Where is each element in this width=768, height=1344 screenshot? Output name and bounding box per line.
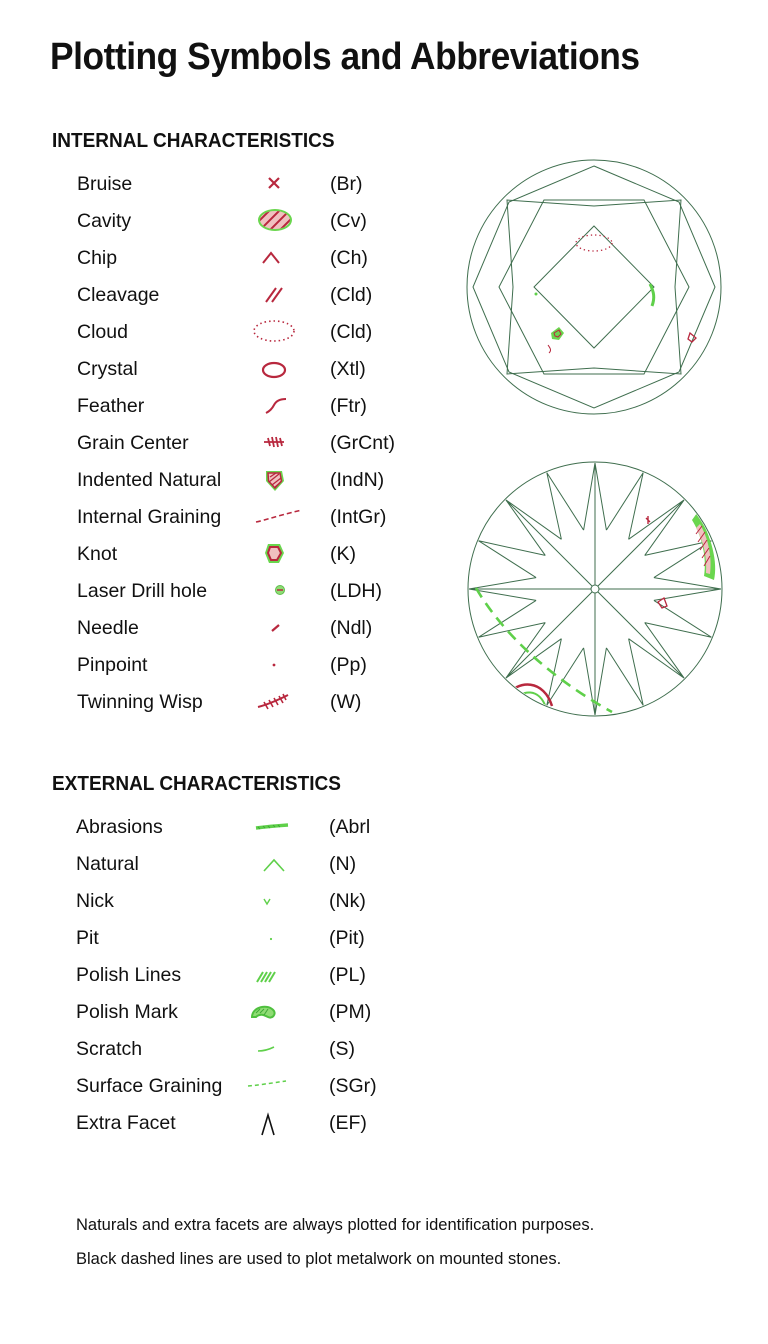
item-abbr: (PM) xyxy=(329,1001,372,1023)
item-abbr: (IntGr) xyxy=(330,506,387,528)
item-abbr: (K) xyxy=(330,543,356,565)
item-abbr: (W) xyxy=(330,691,362,713)
item-abbr: (Cv) xyxy=(330,210,367,232)
twinning-wisp-icon xyxy=(246,685,302,717)
list-item xyxy=(0,852,440,889)
external-heading: EXTERNAL CHARACTERISTICS xyxy=(52,773,341,795)
item-label: Chip xyxy=(77,247,118,269)
list-item xyxy=(0,542,440,579)
item-label: Extra Facet xyxy=(76,1112,176,1134)
item-label: Polish Mark xyxy=(76,1001,178,1023)
diamond-crown-diagram xyxy=(464,156,724,418)
list-item xyxy=(0,505,440,542)
extra-facet-icon xyxy=(246,1106,302,1138)
diamond-pavilion-diagram xyxy=(464,458,726,720)
knot-icon xyxy=(246,537,302,569)
indented-natural-icon xyxy=(246,463,302,495)
feather-icon xyxy=(246,389,302,421)
item-abbr: (Abrl xyxy=(329,816,371,838)
item-abbr: (Cld) xyxy=(330,284,373,306)
item-abbr: (EF) xyxy=(329,1112,367,1134)
item-label: Twinning Wisp xyxy=(77,691,203,713)
list-item xyxy=(0,1037,440,1074)
cavity-icon xyxy=(246,204,302,236)
polish-lines-icon xyxy=(246,958,302,990)
list-item xyxy=(0,283,440,320)
item-abbr: (Xtl) xyxy=(330,358,366,380)
item-abbr: (Ftr) xyxy=(330,395,367,417)
nick-icon xyxy=(246,884,302,916)
item-label: Pinpoint xyxy=(77,654,148,676)
list-item xyxy=(0,889,440,926)
item-label: Internal Graining xyxy=(77,506,222,528)
item-label: Crystal xyxy=(77,358,138,380)
cleavage-icon xyxy=(246,278,302,310)
surface-graining-icon xyxy=(246,1069,302,1101)
crystal-icon xyxy=(246,352,302,384)
item-label: Bruise xyxy=(77,173,133,195)
list-item xyxy=(0,690,440,727)
list-item xyxy=(0,209,440,246)
list-item xyxy=(0,1000,440,1037)
item-label: Surface Graining xyxy=(76,1075,223,1097)
natural-icon xyxy=(246,847,302,879)
item-abbr: (Cld) xyxy=(330,321,373,343)
item-label: Knot xyxy=(77,543,118,565)
list-item xyxy=(0,653,440,690)
needle-icon xyxy=(246,611,302,643)
item-label: Grain Center xyxy=(77,432,189,454)
item-label: Pit xyxy=(76,927,99,949)
item-label: Polish Lines xyxy=(76,964,182,986)
item-abbr: (Ndl) xyxy=(330,617,373,639)
list-item xyxy=(0,357,440,394)
bruise-icon xyxy=(246,167,302,199)
external-list xyxy=(0,815,440,1148)
item-abbr: (S) xyxy=(329,1038,355,1060)
list-item xyxy=(0,246,440,283)
pit-icon xyxy=(246,921,302,953)
list-item xyxy=(0,172,440,209)
item-label: Cleavage xyxy=(77,284,160,306)
list-item xyxy=(0,616,440,653)
list-item xyxy=(0,468,440,505)
item-abbr: (IndN) xyxy=(330,469,385,491)
list-item xyxy=(0,815,440,852)
item-abbr: (Ch) xyxy=(330,247,368,269)
item-label: Indented Natural xyxy=(77,469,222,491)
internal-list xyxy=(0,172,440,727)
item-label: Laser Drill hole xyxy=(77,580,208,602)
item-label: Cavity xyxy=(77,210,132,232)
item-label: Feather xyxy=(77,395,145,417)
list-item xyxy=(0,579,440,616)
list-item xyxy=(0,1111,440,1148)
internal-heading: INTERNAL CHARACTERISTICS xyxy=(52,130,335,152)
note-line: Black dashed lines are used to plot metalwork on mounted stones. xyxy=(76,1250,562,1268)
list-item xyxy=(0,320,440,357)
list-item xyxy=(0,431,440,468)
item-abbr: (LDH) xyxy=(330,580,382,602)
internal-graining-icon xyxy=(246,500,302,532)
cloud-icon xyxy=(246,315,302,347)
page-title: Plotting Symbols and Abbreviations xyxy=(50,36,640,78)
item-abbr: (Nk) xyxy=(329,890,366,912)
item-abbr: (PL) xyxy=(329,964,366,986)
item-abbr: (N) xyxy=(329,853,357,875)
chip-icon xyxy=(246,241,302,273)
list-item xyxy=(0,963,440,1000)
scratch-icon xyxy=(246,1032,302,1064)
item-label: Natural xyxy=(76,853,139,875)
abrasions-icon xyxy=(246,810,302,842)
list-item xyxy=(0,394,440,431)
item-label: Nick xyxy=(76,890,114,912)
item-label: Needle xyxy=(77,617,139,639)
grain-center-icon xyxy=(246,426,302,458)
item-abbr: (SGr) xyxy=(329,1075,377,1097)
polish-mark-icon xyxy=(246,995,302,1027)
pinpoint-icon xyxy=(246,648,302,680)
item-abbr: (Pp) xyxy=(330,654,367,676)
item-abbr: (GrCnt) xyxy=(330,432,395,454)
laser-drill-hole-icon xyxy=(246,574,302,606)
list-item xyxy=(0,1074,440,1111)
note-line: Naturals and extra facets are always plotted for identification purposes. xyxy=(76,1216,595,1234)
item-abbr: (Br) xyxy=(330,173,363,195)
item-label: Abrasions xyxy=(76,816,163,838)
item-label: Scratch xyxy=(76,1038,143,1060)
item-label: Cloud xyxy=(77,321,128,343)
item-abbr: (Pit) xyxy=(329,927,365,949)
list-item xyxy=(0,926,440,963)
